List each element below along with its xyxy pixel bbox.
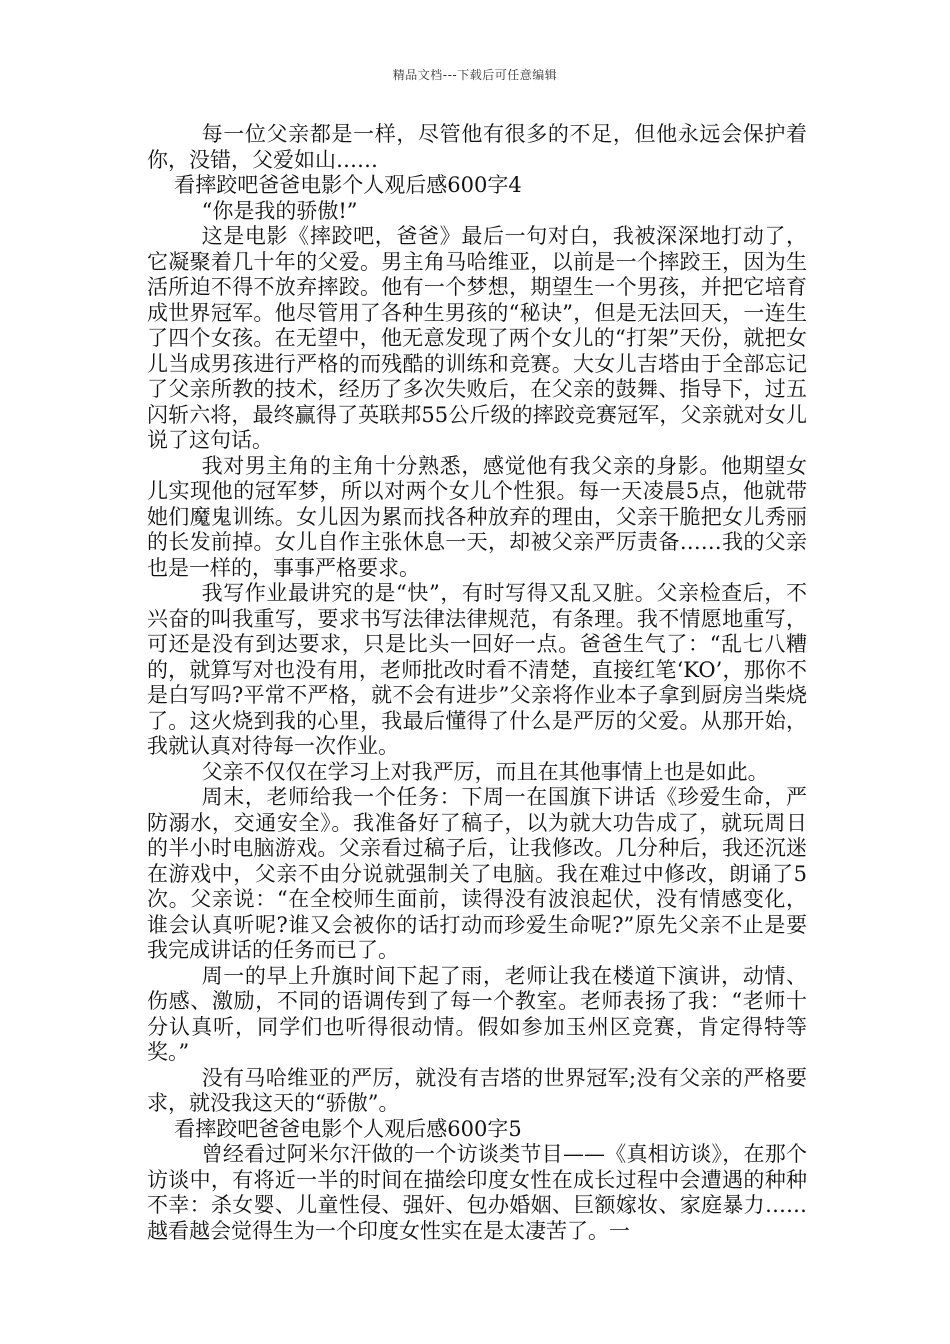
- paragraph: 父亲不仅仅在学习上对我严厉，而且在其他事情上也是如此。: [201, 759, 769, 784]
- paragraph: 这是电影《摔跤吧，爸爸》最后一句对白，我被深深地打动了，它凝聚着几十年的父爱。男主角马哈维亚，以前是一个摔跤王，因为生活所迫不得不放弃摔跤。他有一个梦想，期望生一个男孩，并把它培育成世界冠军。他尽管用了各种生男孩的“秘诀”，但是无法回天，一连生了四个女孩。在无望中，他无意发现了两个女儿的“打架”天份，就把女儿当成男孩进行严格的而残酷的训练和竞赛。大女儿吉塔由于全部忘记了父亲所教的技术，经历了多次失败后，在父亲的鼓舞、指导下，过五闪斩六将，最终赢得了英联邦55公斤级的摔跤竞赛冠军，父亲就对女儿说了这句话。: [147, 224, 807, 452]
- paragraph: 每一位父亲都是一样，尽管他有很多的不足，但他永远会保护着你，没错，父爱如山……: [147, 122, 807, 172]
- paragraph: 我对男主角的主角十分熟悉，感觉他有我父亲的身影。他期望女儿实现他的冠军梦，所以对两个女儿个性狠。每一天凌晨5点，他就带她们魔鬼训练。女儿因为累而找各种放弃的理由，父亲干脆把女儿秀丽的长发前掉。女儿自作主张休息一天，却被父亲严厉责备……我的父亲也是一样的，事事严格要求。: [147, 453, 807, 580]
- paragraph: 曾经看过阿米尔汗做的一个访谈类节目——《真相访谈》，在那个访谈中，有将近一半的时间在描绘印度女性在成长过程中会遭遇的种种不幸：杀女婴、儿童性侵、强奸、包办婚姻、巨额嫁妆、家庭暴力……越看越会觉得生为一个印度女性实在是太凄苦了。一: [147, 1142, 807, 1243]
- paragraph: 我写作业最讲究的是“快”，有时写得又乱又脏。父亲检查后，不兴奋的叫我重写，要求书写法律法律规范，有条理。我不情愿地重写，可还是没有到达要求，只是比头一回好一点。爸爸生气了：“乱七八糟的，就算写对也没有用，老师批改时看不清楚，直接红笔‘KO’，那你不是白写吗?平常不严格，就不会有进步”父亲将作业本子拿到厨房当柴烧了。这火烧到我的心里，我最后懂得了什么是严厉的父爱。从那开始，我就认真对待每一次作业。: [147, 581, 807, 758]
- document-body: [147, 122, 807, 1244]
- page-header: 精品文档---下载后可任意编辑: [392, 68, 558, 82]
- paragraph: 周末，老师给我一个任务：下周一在国旗下讲话《珍爱生命，严防溺水，交通安全》。我准备好了稿子，以为就大功告成了，就玩周日的半小时电脑游戏。父亲看过稿子后，让我修改。几分种后，我还沉迷在游戏中，父亲不由分说就强制关了电脑。我在难过中修改，朗诵了5次。父亲说：“在全校师生面前，读得没有波浪起伏，没有情感变化，谁会认真听呢?谁又会被你的话打动而珍爱生命呢?”原先父亲不止是要我完成讲话的任务而已了。: [147, 785, 807, 962]
- paragraph: 没有马哈维亚的严厉，就没有吉塔的世界冠军;没有父亲的严格要求，就没我这天的“骄傲”。: [147, 1065, 807, 1115]
- paragraph: 周一的早上升旗时间下起了雨，老师让我在楼道下演讲，动情、伤感、激励，不同的语调传到了每一个教室。老师表扬了我：“老师十分认真听，同学们也听得很动情。假如参加玉州区竞赛，肯定得特等奖。”: [147, 963, 807, 1064]
- section-heading: 看摔跤吧爸爸电影个人观后感600字4: [174, 173, 522, 197]
- section-heading: 看摔跤吧爸爸电影个人观后感600字5: [174, 1116, 522, 1141]
- quote-line: “你是我的骄傲!”: [201, 198, 358, 223]
